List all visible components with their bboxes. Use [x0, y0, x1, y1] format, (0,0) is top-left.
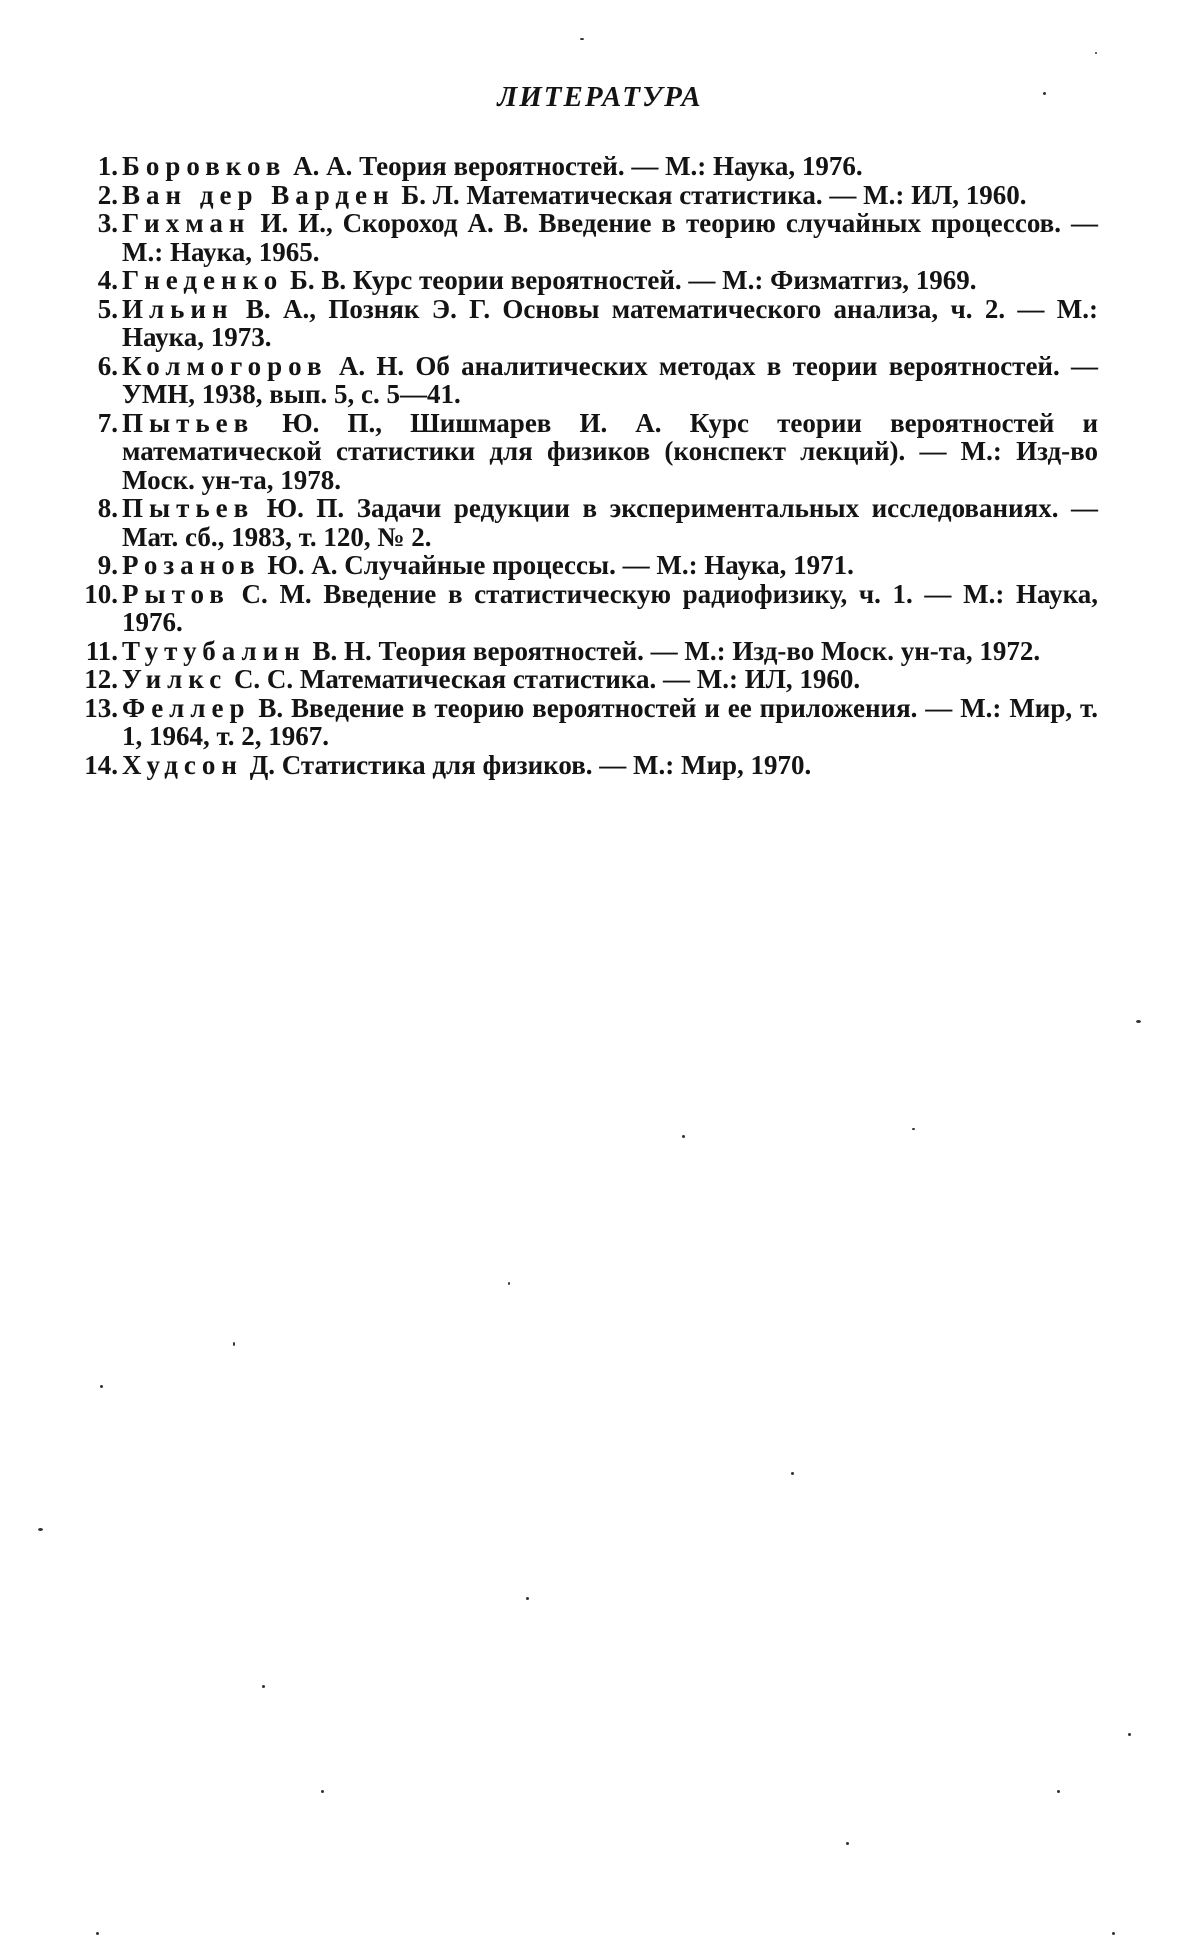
reference-text: Ю. П. Задачи редукции в экспериментальных исследованиях. — Мат. сб., 1983, т. 120, № 2. [122, 493, 1098, 552]
reference-item [70, 637, 1098, 666]
reference-text: С. С. Математическая статистика. — М.: ИЛ, 1960. [227, 664, 861, 694]
reference-number: 8. [97, 493, 118, 523]
reference-item [70, 694, 1098, 751]
reference-author: Гнеденко [122, 265, 284, 295]
reference-number: 10. [84, 578, 118, 609]
reference-number: 1. [97, 151, 118, 181]
reference-text: И. И., Скороход А. В. Введение в теорию случайных процессов. — М.: Наука, 1965. [122, 208, 1098, 267]
reference-author: Ильин [122, 293, 234, 324]
reference-author: Пытьев [122, 407, 255, 438]
reference-text: Д. Статистика для физиков. — М.: Мир, 1970. [242, 749, 812, 780]
reference-item [70, 352, 1098, 409]
reference-author: Ван дер Варден [122, 179, 395, 210]
reference-author: Рытов [122, 578, 230, 609]
reference-author: Тутубалин [122, 635, 306, 666]
reference-text: Ю. А. Случайные процессы. — М.: Наука, 1971. [260, 550, 854, 580]
reference-item [70, 551, 1098, 580]
reference-author: Боровков [122, 151, 287, 181]
reference-text: С. М. Введение в статистическую радиофизику, ч. 1. — М.: Наука, 1976. [122, 578, 1098, 637]
reference-text: В. Н. Теория вероятностей. — М.: Изд-во Моск. ун-та, 1972. [305, 635, 1041, 666]
reference-number: 14. [84, 749, 118, 780]
reference-text: А. Н. Об аналитических методах в теории вероятностей. — УМН, 1938, вып. 5, с. 5—41. [122, 350, 1098, 409]
reference-text: Ю. П., Шишмарев И. А. Курс теории вероятностей и математической статистики для физиков (конспект лекций). — М.: Изд-во Моск. ун-та, 1978. [122, 407, 1098, 495]
reference-item [70, 665, 1098, 694]
reference-author: Гихман [122, 208, 251, 238]
reference-number: 4. [97, 265, 118, 295]
reference-number: 9. [97, 550, 118, 580]
reference-author: Пытьев [122, 493, 255, 523]
reference-author: Розанов [122, 550, 261, 580]
reference-item [70, 580, 1098, 637]
reference-number: 6. [97, 350, 118, 381]
reference-number: 12. [84, 664, 118, 694]
reference-item [70, 181, 1098, 210]
reference-text: В. А., Позняк Э. Г. Основы математического анализа, ч. 2. — М.: Наука, 1973. [122, 293, 1098, 352]
reference-text: Б. Л. Математическая статистика. — М.: ИЛ, 1960. [394, 179, 1027, 210]
reference-item [70, 751, 1098, 780]
reference-author: Уилкс [122, 664, 228, 694]
reference-author: Худсон [122, 749, 243, 780]
reference-text: Б. В. Курс теории вероятностей. — М.: Физматгиз, 1969. [283, 265, 977, 295]
reference-number: 13. [84, 692, 118, 723]
reference-item [70, 266, 1098, 295]
reference-number: 3. [97, 208, 118, 238]
reference-author: Колмогоров [122, 350, 328, 381]
reference-item [70, 494, 1098, 551]
reference-item [70, 209, 1098, 266]
reference-number: 2. [97, 179, 118, 210]
reference-number: 7. [97, 407, 118, 438]
reference-item [70, 409, 1098, 495]
reference-text: А. А. Теория вероятностей. — М.: Наука, 1976. [286, 151, 863, 181]
reference-item [70, 295, 1098, 352]
reference-author: Феллер [122, 692, 251, 723]
reference-item [70, 152, 1098, 181]
page-title: ЛИТЕРАТУРА [497, 81, 703, 114]
reference-list [70, 152, 1098, 779]
reference-number: 5. [97, 293, 118, 324]
reference-number: 11. [85, 635, 118, 666]
reference-text: В. Введение в теорию вероятностей и ее приложения. — М.: Мир, т. 1, 1964, т. 2, 1967. [122, 692, 1098, 751]
